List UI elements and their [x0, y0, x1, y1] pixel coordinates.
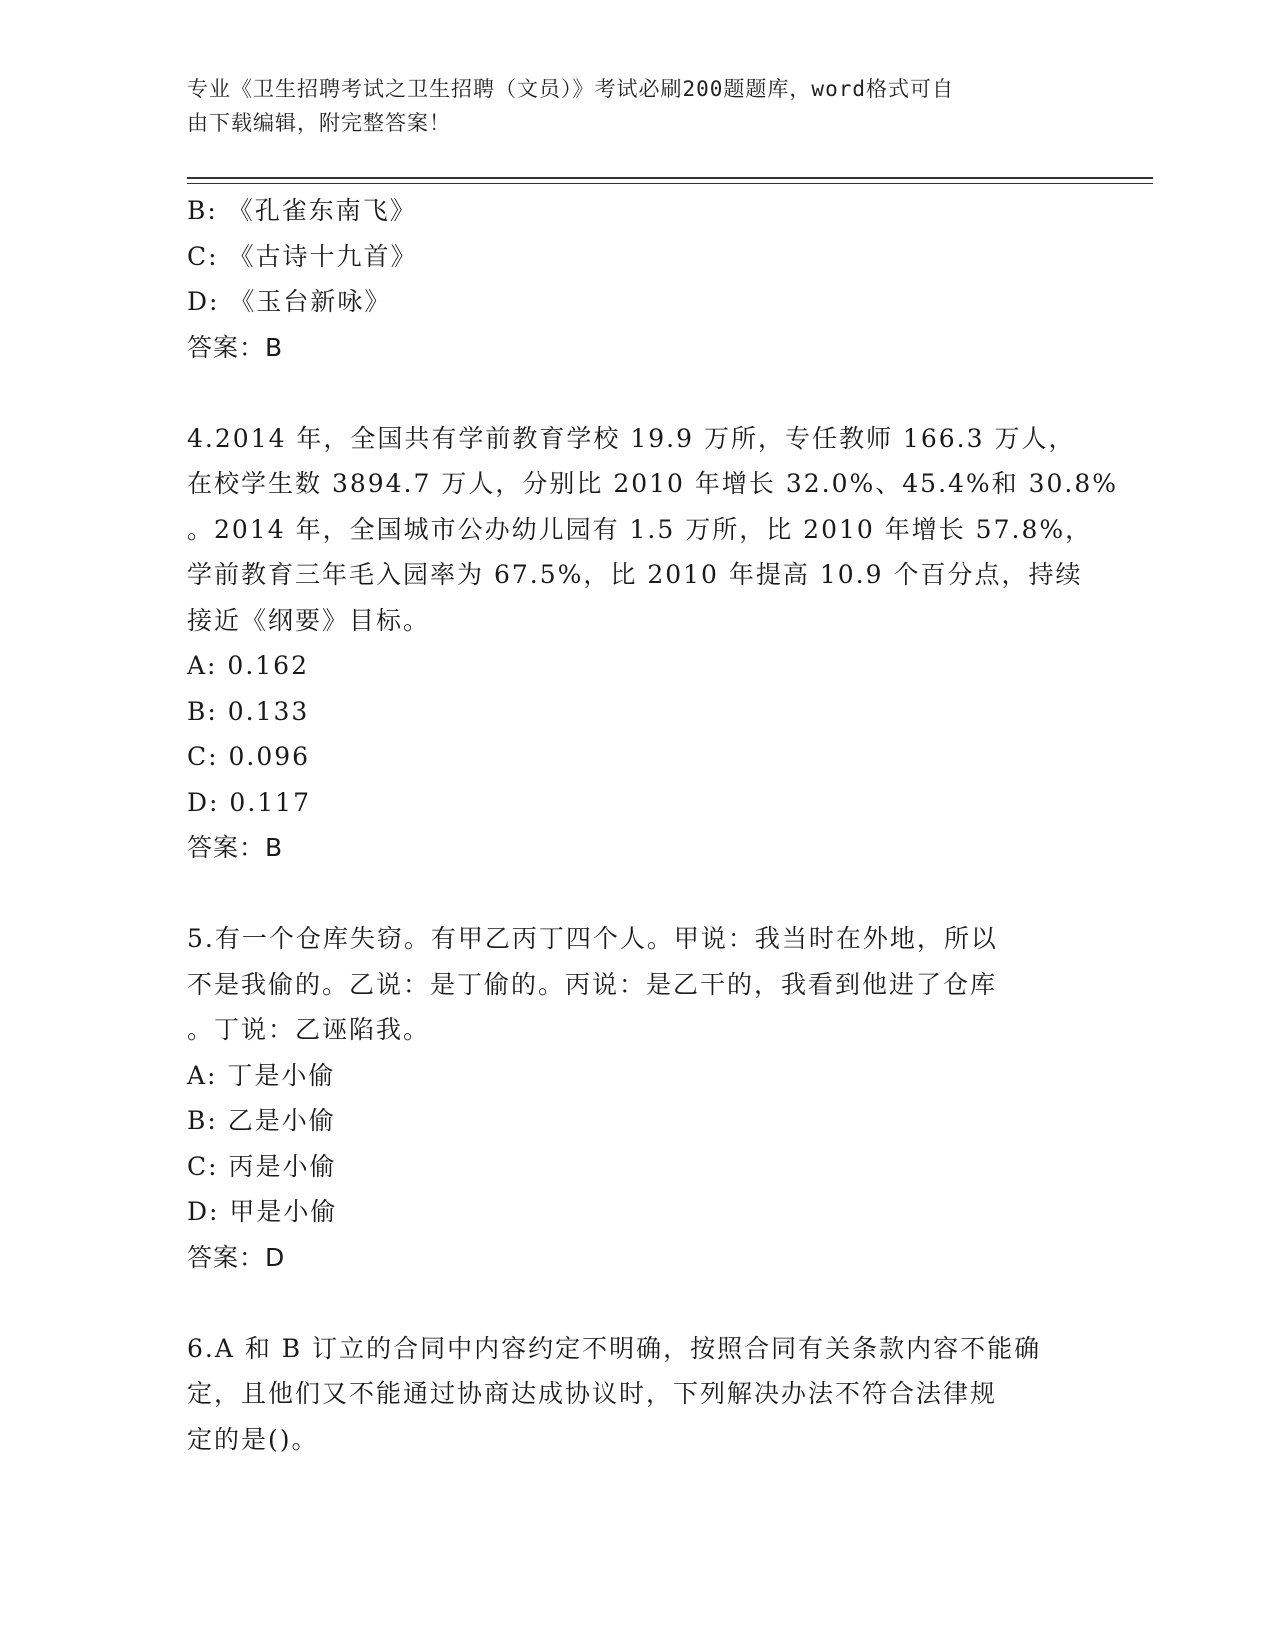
question-stem-line: 不是我偷的。乙说：是丁偷的。丙说：是乙干的，我看到他进了仓库 [187, 969, 998, 999]
header-line-1: 专业《卫生招聘考试之卫生招聘（文员）》考试必刷200题题库，word格式可自 [187, 77, 954, 101]
question-content [187, 188, 1119, 1462]
question-5 [187, 916, 1087, 1280]
question-stem-line: 在校学生数 3894.7 万人，分别比 2010 年增长 32.0%、45.4%和 30.8% [187, 469, 1119, 498]
question-stem-line: 定的是()。 [187, 1424, 319, 1454]
header-divider-thin [187, 183, 1153, 184]
option-b: B: 0.133 [187, 696, 310, 726]
page-header [187, 72, 1077, 140]
question-stem-line: 。2014 年，全国城市公办幼儿园有 1.5 万所，比 2010 年增长 57.8%， [187, 514, 1093, 544]
option-c: C: 0.096 [187, 742, 311, 771]
option-b: B: 乙是小偷 [187, 1106, 336, 1135]
spacer [187, 370, 1087, 416]
option-c: C: 丙是小偷 [187, 1151, 337, 1181]
question-6 [187, 1326, 1087, 1463]
question-stem-line: 定，且他们又不能通过协商达成协议时，下列解决办法不符合法律规 [187, 1379, 998, 1408]
question-stem-line: 接近《纲要》目标。 [187, 605, 431, 635]
option-a: A: 丁是小偷 [187, 1060, 336, 1090]
answer-line: 答案：D [187, 1242, 286, 1272]
answer-line: 答案：B [187, 833, 284, 862]
option-a: A: 0.162 [187, 651, 309, 680]
spacer [187, 871, 1087, 917]
option-d: D: 0.117 [187, 787, 311, 817]
question-stem-line: 6.A 和 B 订立的合同中内容约定不明确，按照合同有关条款内容不能确 [187, 1333, 1042, 1363]
header-divider-thick [187, 177, 1153, 179]
spacer [187, 1280, 1087, 1326]
option-d: D: 甲是小偷 [187, 1197, 338, 1226]
header-line-2: 由下载编辑，附完整答案！ [187, 111, 451, 135]
question-3 [187, 188, 1087, 370]
question-4 [187, 416, 1119, 871]
answer-line: 答案：B [187, 332, 284, 362]
option-d: D: 《玉台新咏》 [187, 287, 392, 316]
option-c: C: 《古诗十九首》 [187, 241, 418, 271]
question-stem-line: 。丁说：乙诬陷我。 [187, 1015, 431, 1044]
question-stem-line: 学前教育三年毛入园率为 67.5%，比 2010 年提高 10.9 个百分点，持续 [187, 560, 1083, 589]
question-stem-line: 5.有一个仓库失窃。有甲乙丙丁四个人。甲说：我当时在外地，所以 [187, 924, 998, 953]
option-b: B: 《孔雀东南飞》 [187, 196, 417, 225]
question-stem-line: 4.2014 年，全国共有学前教育学校 19.9 万所，专任教师 166.3 万人， [187, 423, 1076, 453]
